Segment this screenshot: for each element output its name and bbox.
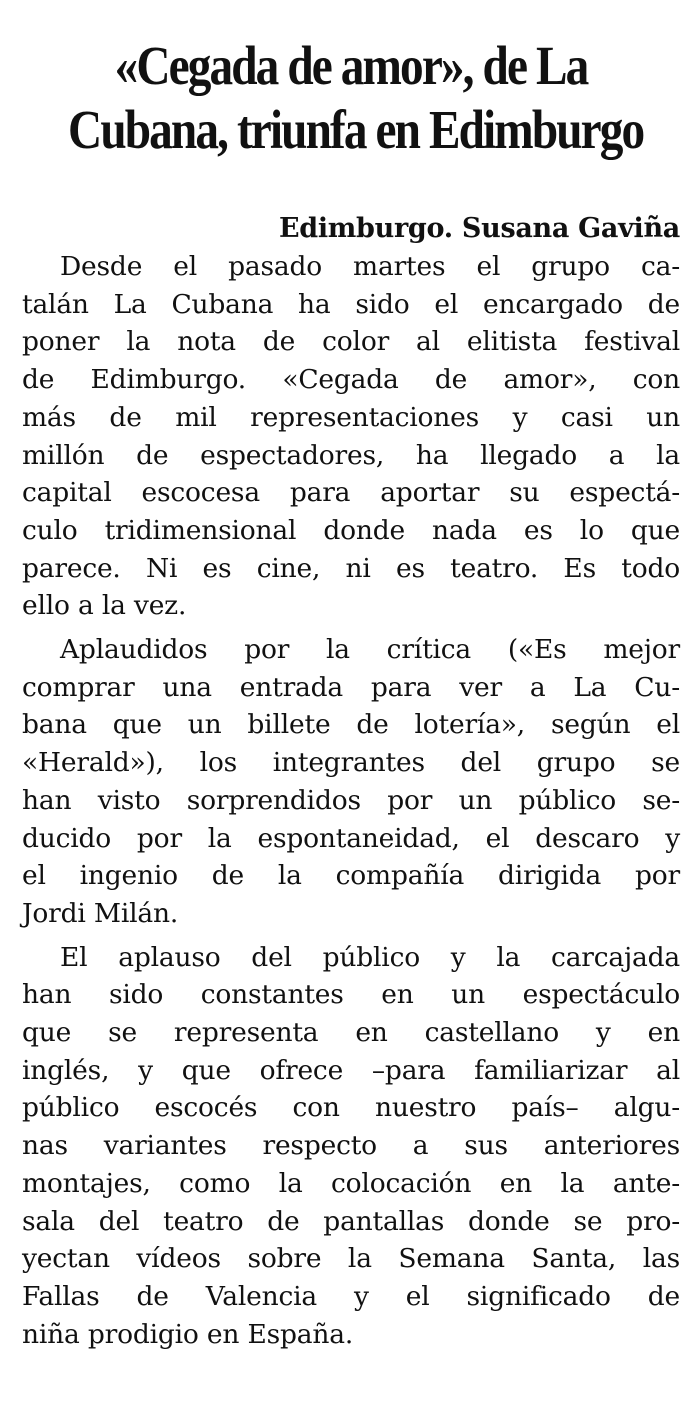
text-line: «Herald»), los integrantes del grupo se xyxy=(22,747,680,779)
author-name: Susana Gaviña xyxy=(461,213,680,244)
text-line: Aplaudidos por la crítica («Es mejor xyxy=(60,634,680,666)
text-line: de Edimburgo. «Cegada de amor», con xyxy=(22,364,680,396)
text-line: Fallas de Valencia y el significado de xyxy=(22,1280,680,1312)
text-line: talán La Cubana ha sido el encargado de xyxy=(22,288,680,320)
text-line: parece. Ni es cine, ni es teatro. Es todo xyxy=(22,552,680,584)
text-line: niña prodigio en España. xyxy=(22,1318,354,1350)
text-line: sala del teatro de pantallas donde se pro- xyxy=(22,1205,680,1237)
byline xyxy=(22,210,680,248)
text-line: millón de espectadores, ha llegado a la xyxy=(22,439,680,471)
text-line: inglés, y que ofrece –para familiarizar al xyxy=(22,1054,680,1086)
text-line: han visto sorprendidos por un público se- xyxy=(22,784,680,816)
paragraph-2 xyxy=(22,631,680,933)
text-line: Jordi Milán. xyxy=(22,897,179,929)
text-line: poner la nota de color al elitista festival xyxy=(22,326,680,358)
text-line: nas variantes respecto a sus anteriores xyxy=(22,1130,680,1162)
headline xyxy=(68,34,644,162)
text-line: Desde el pasado martes el grupo ca- xyxy=(60,251,680,282)
text-line: comprar una entrada para ver a La Cu- xyxy=(22,671,680,703)
text-line: montajes, como la colocación en la ante- xyxy=(22,1167,680,1199)
headline-line: Cubana, triunfa en Edimburgo xyxy=(68,99,644,160)
text-line: El aplauso del público y la carcajada xyxy=(60,941,680,973)
headline-line: «Cegada de amor», de La xyxy=(114,35,588,96)
text-line: el ingenio de la compañía dirigida por xyxy=(22,860,680,892)
text-line: bana que un billete de lotería», según el xyxy=(22,709,680,741)
text-line: culo tridimensional donde nada es lo que xyxy=(22,514,680,546)
paragraph-1 xyxy=(22,248,680,625)
text-line: ducido por la espontaneidad, el descaro y xyxy=(22,822,680,854)
text-line: capital escocesa para aportar su espectá- xyxy=(22,477,680,509)
paragraph-3 xyxy=(22,939,680,1354)
dateline-place: Edimburgo. xyxy=(278,213,453,244)
text-line: ello a la vez. xyxy=(22,590,187,622)
text-line: más de mil representaciones y casi un xyxy=(22,401,680,433)
text-line: yectan vídeos sobre la Semana Santa, las xyxy=(22,1243,680,1275)
text-line: público escocés con nuestro país– algu- xyxy=(22,1092,680,1124)
text-line: han sido constantes en un espectáculo xyxy=(22,979,680,1011)
text-line: que se representa en castellano y en xyxy=(22,1017,680,1049)
